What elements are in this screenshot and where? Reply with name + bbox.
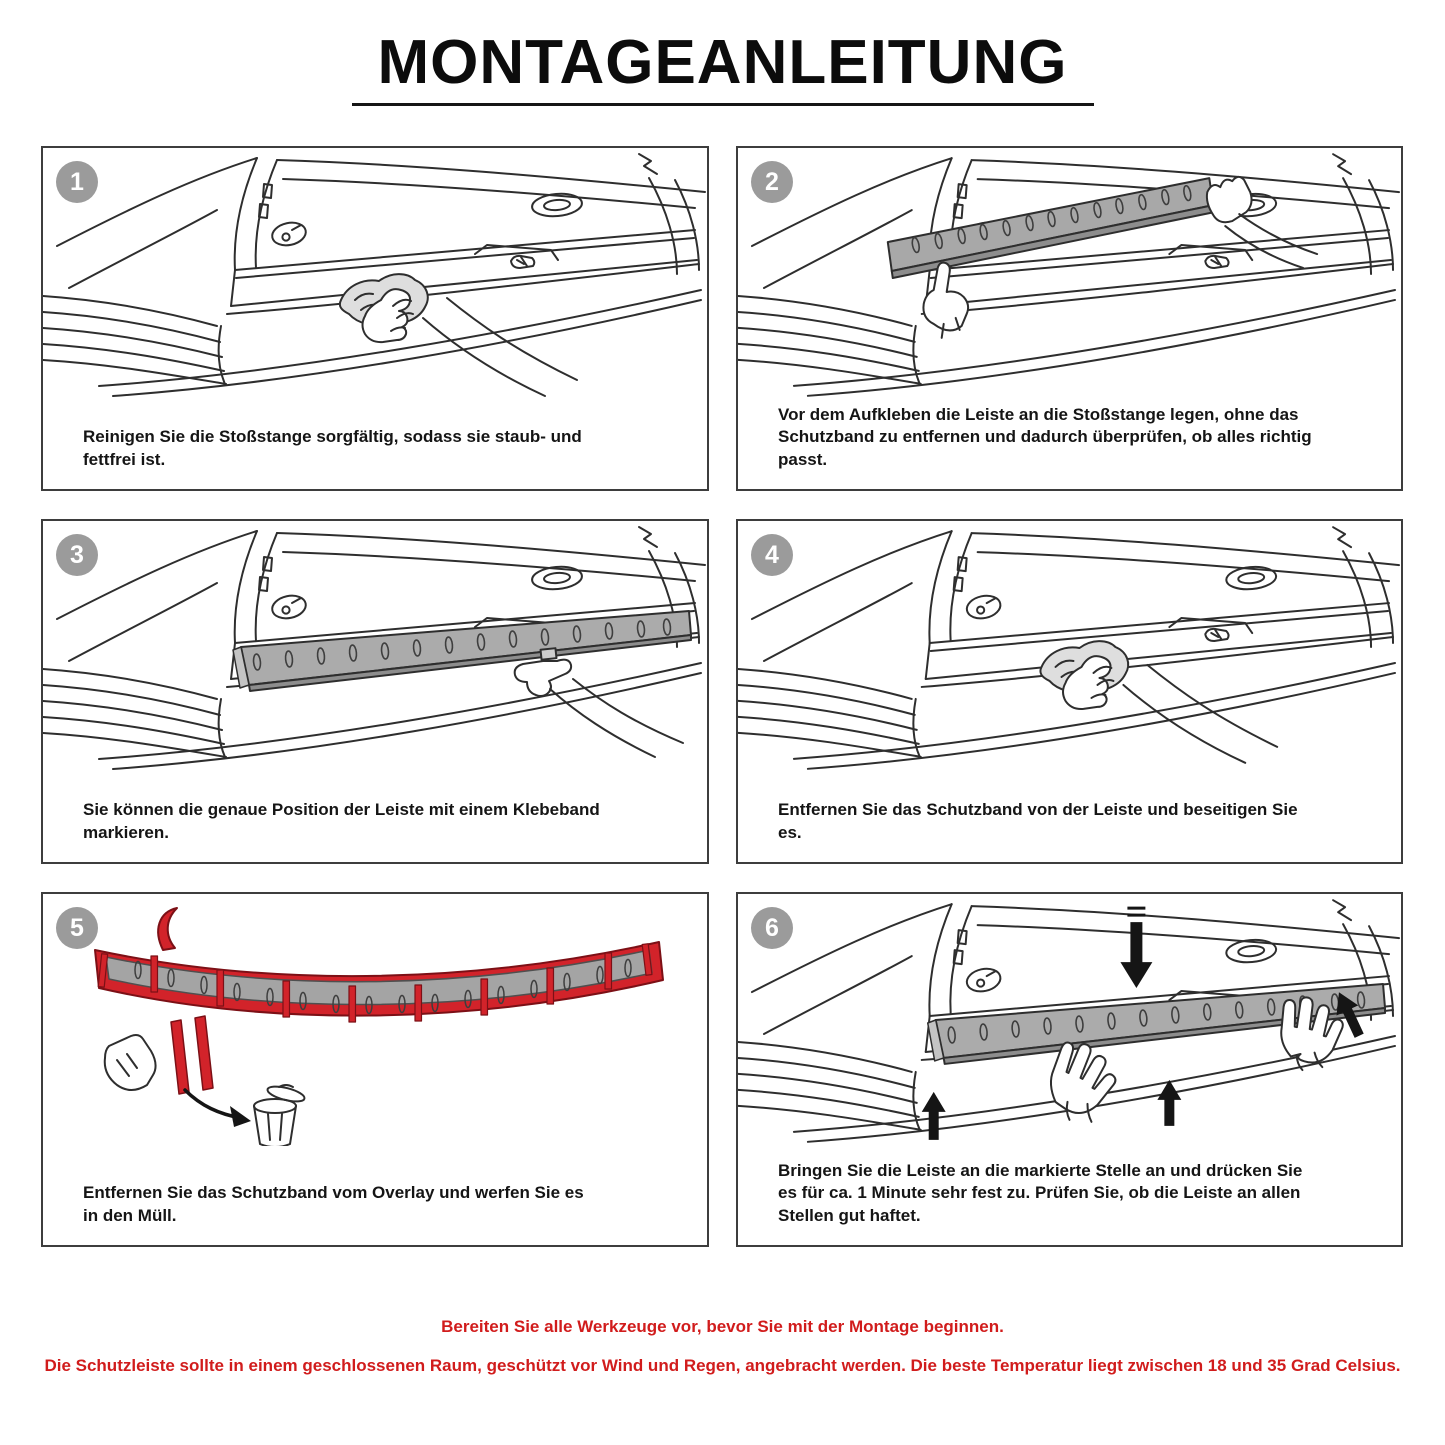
- step-caption: Bringen Sie die Leiste an die markierte Stelle an und drücken Sie es für ca. 1 Minute sehr fest zu. Prüfen Sie, ob die Leiste an allen Stellen gut haftet.: [778, 1160, 1303, 1225]
- step-number-badge: 5: [56, 907, 98, 949]
- step-panel-4: [736, 519, 1403, 864]
- step-panel-5: [41, 892, 709, 1247]
- step-number-badge: 1: [56, 161, 98, 203]
- step-caption: Reinigen Sie die Stoßstange sorgfältig, sodass sie staub- und fettfrei ist.: [83, 427, 582, 469]
- footer-warning-environment: Die Schutzleiste sollte in einem geschlossenen Raum, geschützt vor Wind und Regen, angebracht werden. Die beste Temperatur liegt zwischen 18 und 35 Grad Celsius.: [44, 1355, 1401, 1375]
- step-panel-6: [736, 892, 1403, 1247]
- step-panel-3: [41, 519, 709, 864]
- step-caption: Sie können die genaue Position der Leiste mit einem Klebeband markieren.: [83, 800, 600, 842]
- peeling-hand: [105, 1035, 156, 1090]
- strip-positioned-illustration: [43, 521, 707, 773]
- trash-can-icon: [254, 1084, 306, 1146]
- step-caption: Entfernen Sie das Schutzband von der Leiste und beseitigen Sie es.: [778, 800, 1298, 842]
- pointing-hand-with-tape: [515, 648, 683, 757]
- car-rear-line-art: [43, 154, 705, 396]
- car-rear-line-art: [738, 154, 1399, 396]
- throw-arrow-head: [230, 1106, 251, 1127]
- step-number-badge: 2: [751, 161, 793, 203]
- car-rear-cleaning-illustration: [43, 148, 707, 400]
- overlay-strip-and-trash-illustration: [43, 894, 707, 1146]
- hand-with-cloth: [1040, 641, 1277, 763]
- step-number-badge: 3: [56, 534, 98, 576]
- step-panel-1: [41, 146, 709, 491]
- red-tape-strips: [171, 1016, 213, 1094]
- footer-warning-tools: Bereiten Sie alle Werkzeuge vor, bevor Sie mit der Montage beginnen.: [441, 1317, 1004, 1336]
- step-panel-2: [736, 146, 1403, 491]
- strip-held-above-bumper-illustration: [738, 148, 1401, 400]
- strip-pressing-illustration: [738, 894, 1401, 1146]
- title-block: [0, 30, 1445, 106]
- step-caption: Entfernen Sie das Schutzband vom Overlay und werfen Sie es in den Müll.: [83, 1183, 584, 1225]
- step-caption: Vor dem Aufkleben die Leiste an die Stoßstange legen, ohne das Schutzband zu entfernen und dadurch überprüfen, ob alles richtig passt.: [778, 404, 1312, 469]
- red-pull-tab: [158, 908, 177, 950]
- title-underline: [352, 103, 1094, 106]
- step-number-badge: 4: [751, 534, 793, 576]
- overlay-strip-with-red-tape: [95, 908, 663, 1022]
- car-rear-remove-tape-illustration: [738, 521, 1401, 773]
- step-number-badge: 6: [751, 907, 793, 949]
- discard-tape-scene: [105, 1016, 306, 1146]
- page-title: MONTAGEANLEITUNG: [377, 28, 1068, 97]
- protective-strip-held: [888, 177, 1317, 338]
- footer-warnings: [0, 1316, 1445, 1378]
